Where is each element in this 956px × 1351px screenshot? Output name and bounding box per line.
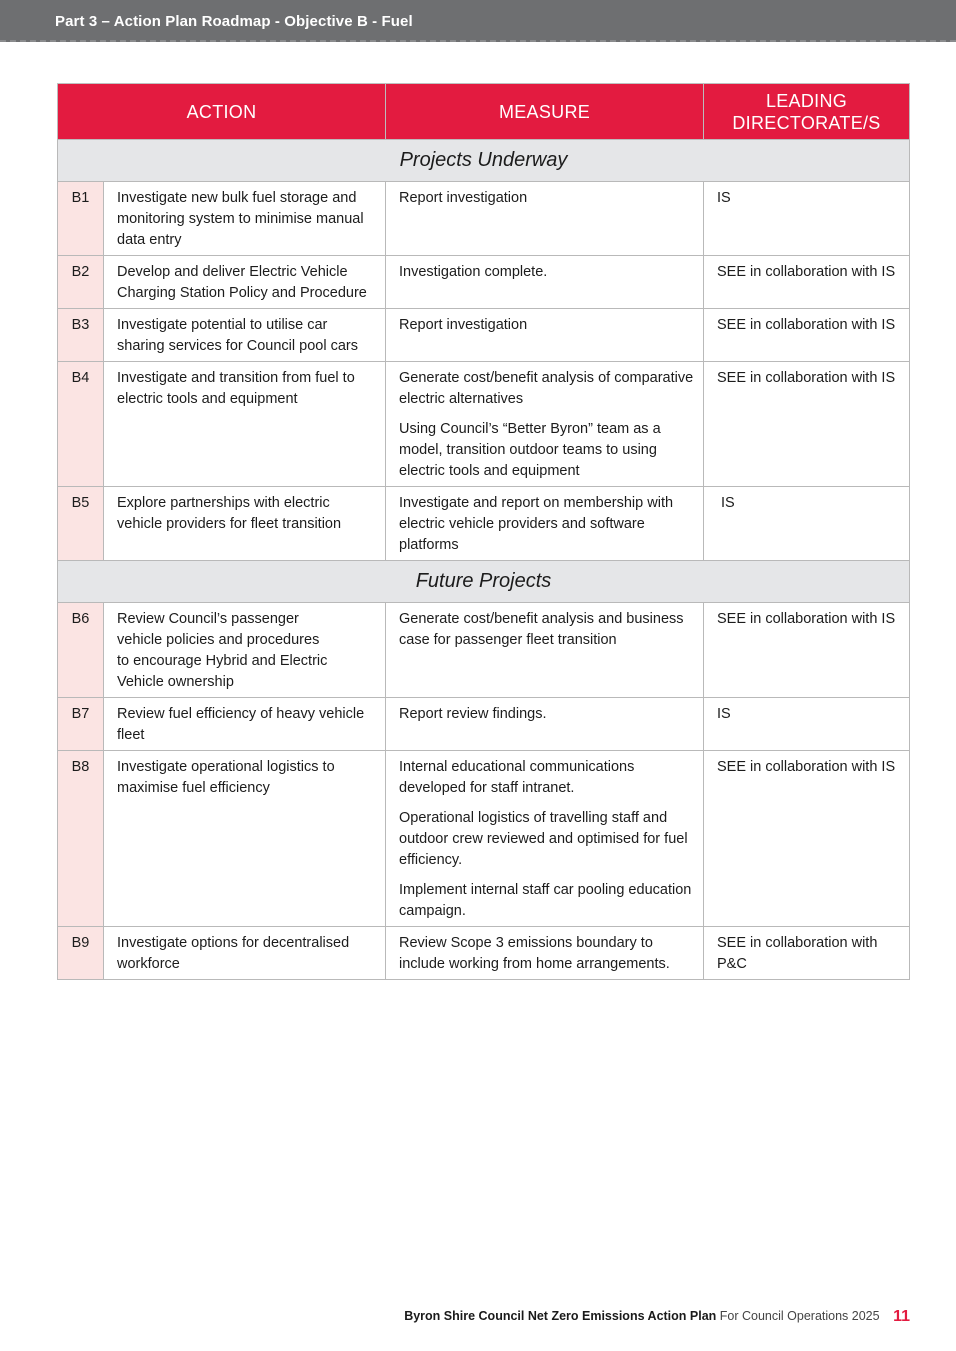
table-header-row xyxy=(58,84,910,140)
action-code: B6 xyxy=(58,603,104,698)
action-cell: Investigate options for decentralised workforce xyxy=(104,927,386,980)
section-title: Future Projects xyxy=(58,561,910,603)
measure-text: Internal educational communications developed for staff intranet. xyxy=(399,759,635,796)
measure-text: Review Scope 3 emissions boundary to include working from home arrangements. xyxy=(399,935,670,972)
column-header-measure: MEASURE xyxy=(386,84,704,140)
column-header-action: ACTION xyxy=(58,84,386,140)
action-cell: Review fuel efficiency of heavy vehicle fleet xyxy=(104,698,386,751)
measure-text: Generate cost/benefit analysis and business case for passenger fleet transition xyxy=(399,611,684,648)
measure-cell xyxy=(386,362,704,487)
table-row xyxy=(58,603,910,698)
leading-cell: SEE in collaboration with IS xyxy=(704,751,910,927)
table-row xyxy=(58,751,910,927)
action-plan-table xyxy=(57,83,910,980)
measure-text: Investigate and report on membership with electric vehicle providers and software platforms xyxy=(399,495,674,553)
leading-cell: SEE in collaboration with IS xyxy=(704,309,910,362)
table-row xyxy=(58,698,910,751)
measure-cell xyxy=(386,256,704,309)
action-cell: Investigate and transition from fuel to electric tools and equipment xyxy=(104,362,386,487)
leading-cell: IS xyxy=(704,487,910,561)
leading-cell: SEE in collaboration with P&C xyxy=(704,927,910,980)
action-code: B2 xyxy=(58,256,104,309)
table-row xyxy=(58,927,910,980)
measure-cell xyxy=(386,603,704,698)
measure-text: Report review findings. xyxy=(399,706,547,722)
table-row xyxy=(58,487,910,561)
measure-text: Generate cost/benefit analysis of comparative electric alternatives xyxy=(399,370,694,407)
page-number: 11 xyxy=(893,1308,910,1325)
measure-cell xyxy=(386,698,704,751)
leading-cell: IS xyxy=(704,698,910,751)
page-header-title: Part 3 – Action Plan Roadmap - Objective B - Fuel xyxy=(55,13,413,30)
action-code: B1 xyxy=(58,182,104,256)
leading-cell: IS xyxy=(704,182,910,256)
leading-cell: SEE in collaboration with IS xyxy=(704,603,910,698)
action-code: B3 xyxy=(58,309,104,362)
action-cell: Develop and deliver Electric Vehicle Charging Station Policy and Procedure xyxy=(104,256,386,309)
section-row-future xyxy=(58,561,910,603)
footer-document-subtitle: For Council Operations 2025 xyxy=(719,1309,880,1323)
table-row xyxy=(58,256,910,309)
measure-text: Investigation complete. xyxy=(399,264,548,280)
table-row xyxy=(58,309,910,362)
measure-text: Operational logistics of travelling staff and outdoor crew reviewed and optimised for fuel efficiency. xyxy=(399,810,688,868)
action-code: B5 xyxy=(58,487,104,561)
action-cell: Explore partnerships with electric vehicle providers for fleet transition xyxy=(104,487,386,561)
action-cell: Review Council’s passenger vehicle policies and procedures to encourage Hybrid and Electric Vehicle ownership xyxy=(104,603,386,698)
footer-document-title: Byron Shire Council Net Zero Emissions Action Plan xyxy=(404,1309,717,1323)
action-code: B4 xyxy=(58,362,104,487)
action-code: B9 xyxy=(58,927,104,980)
measure-text: Implement internal staff car pooling education campaign. xyxy=(399,882,692,919)
leading-cell: SEE in collaboration with IS xyxy=(704,256,910,309)
measure-text: Report investigation xyxy=(399,190,528,206)
action-cell: Investigate potential to utilise car sharing services for Council pool cars xyxy=(104,309,386,362)
action-cell: Investigate operational logistics to maximise fuel efficiency xyxy=(104,751,386,927)
action-cell: Investigate new bulk fuel storage and monitoring system to minimise manual data entry xyxy=(104,182,386,256)
action-code: B7 xyxy=(58,698,104,751)
measure-cell xyxy=(386,182,704,256)
table-row xyxy=(58,182,910,256)
measure-cell xyxy=(386,927,704,980)
section-title: Projects Underway xyxy=(58,140,910,182)
measure-cell xyxy=(386,309,704,362)
page-footer xyxy=(404,1307,910,1325)
table-row xyxy=(58,362,910,487)
measure-cell xyxy=(386,487,704,561)
action-code: B8 xyxy=(58,751,104,927)
top-header-bar xyxy=(0,0,956,42)
column-header-leading: LEADING DIRECTORATE/S xyxy=(704,84,910,140)
measure-text: Report investigation xyxy=(399,317,528,333)
leading-cell: SEE in collaboration with IS xyxy=(704,362,910,487)
section-row-underway xyxy=(58,140,910,182)
measure-cell xyxy=(386,751,704,927)
measure-text: Using Council’s “Better Byron” team as a model, transition outdoor teams to using electric tools and equipment xyxy=(399,421,661,479)
